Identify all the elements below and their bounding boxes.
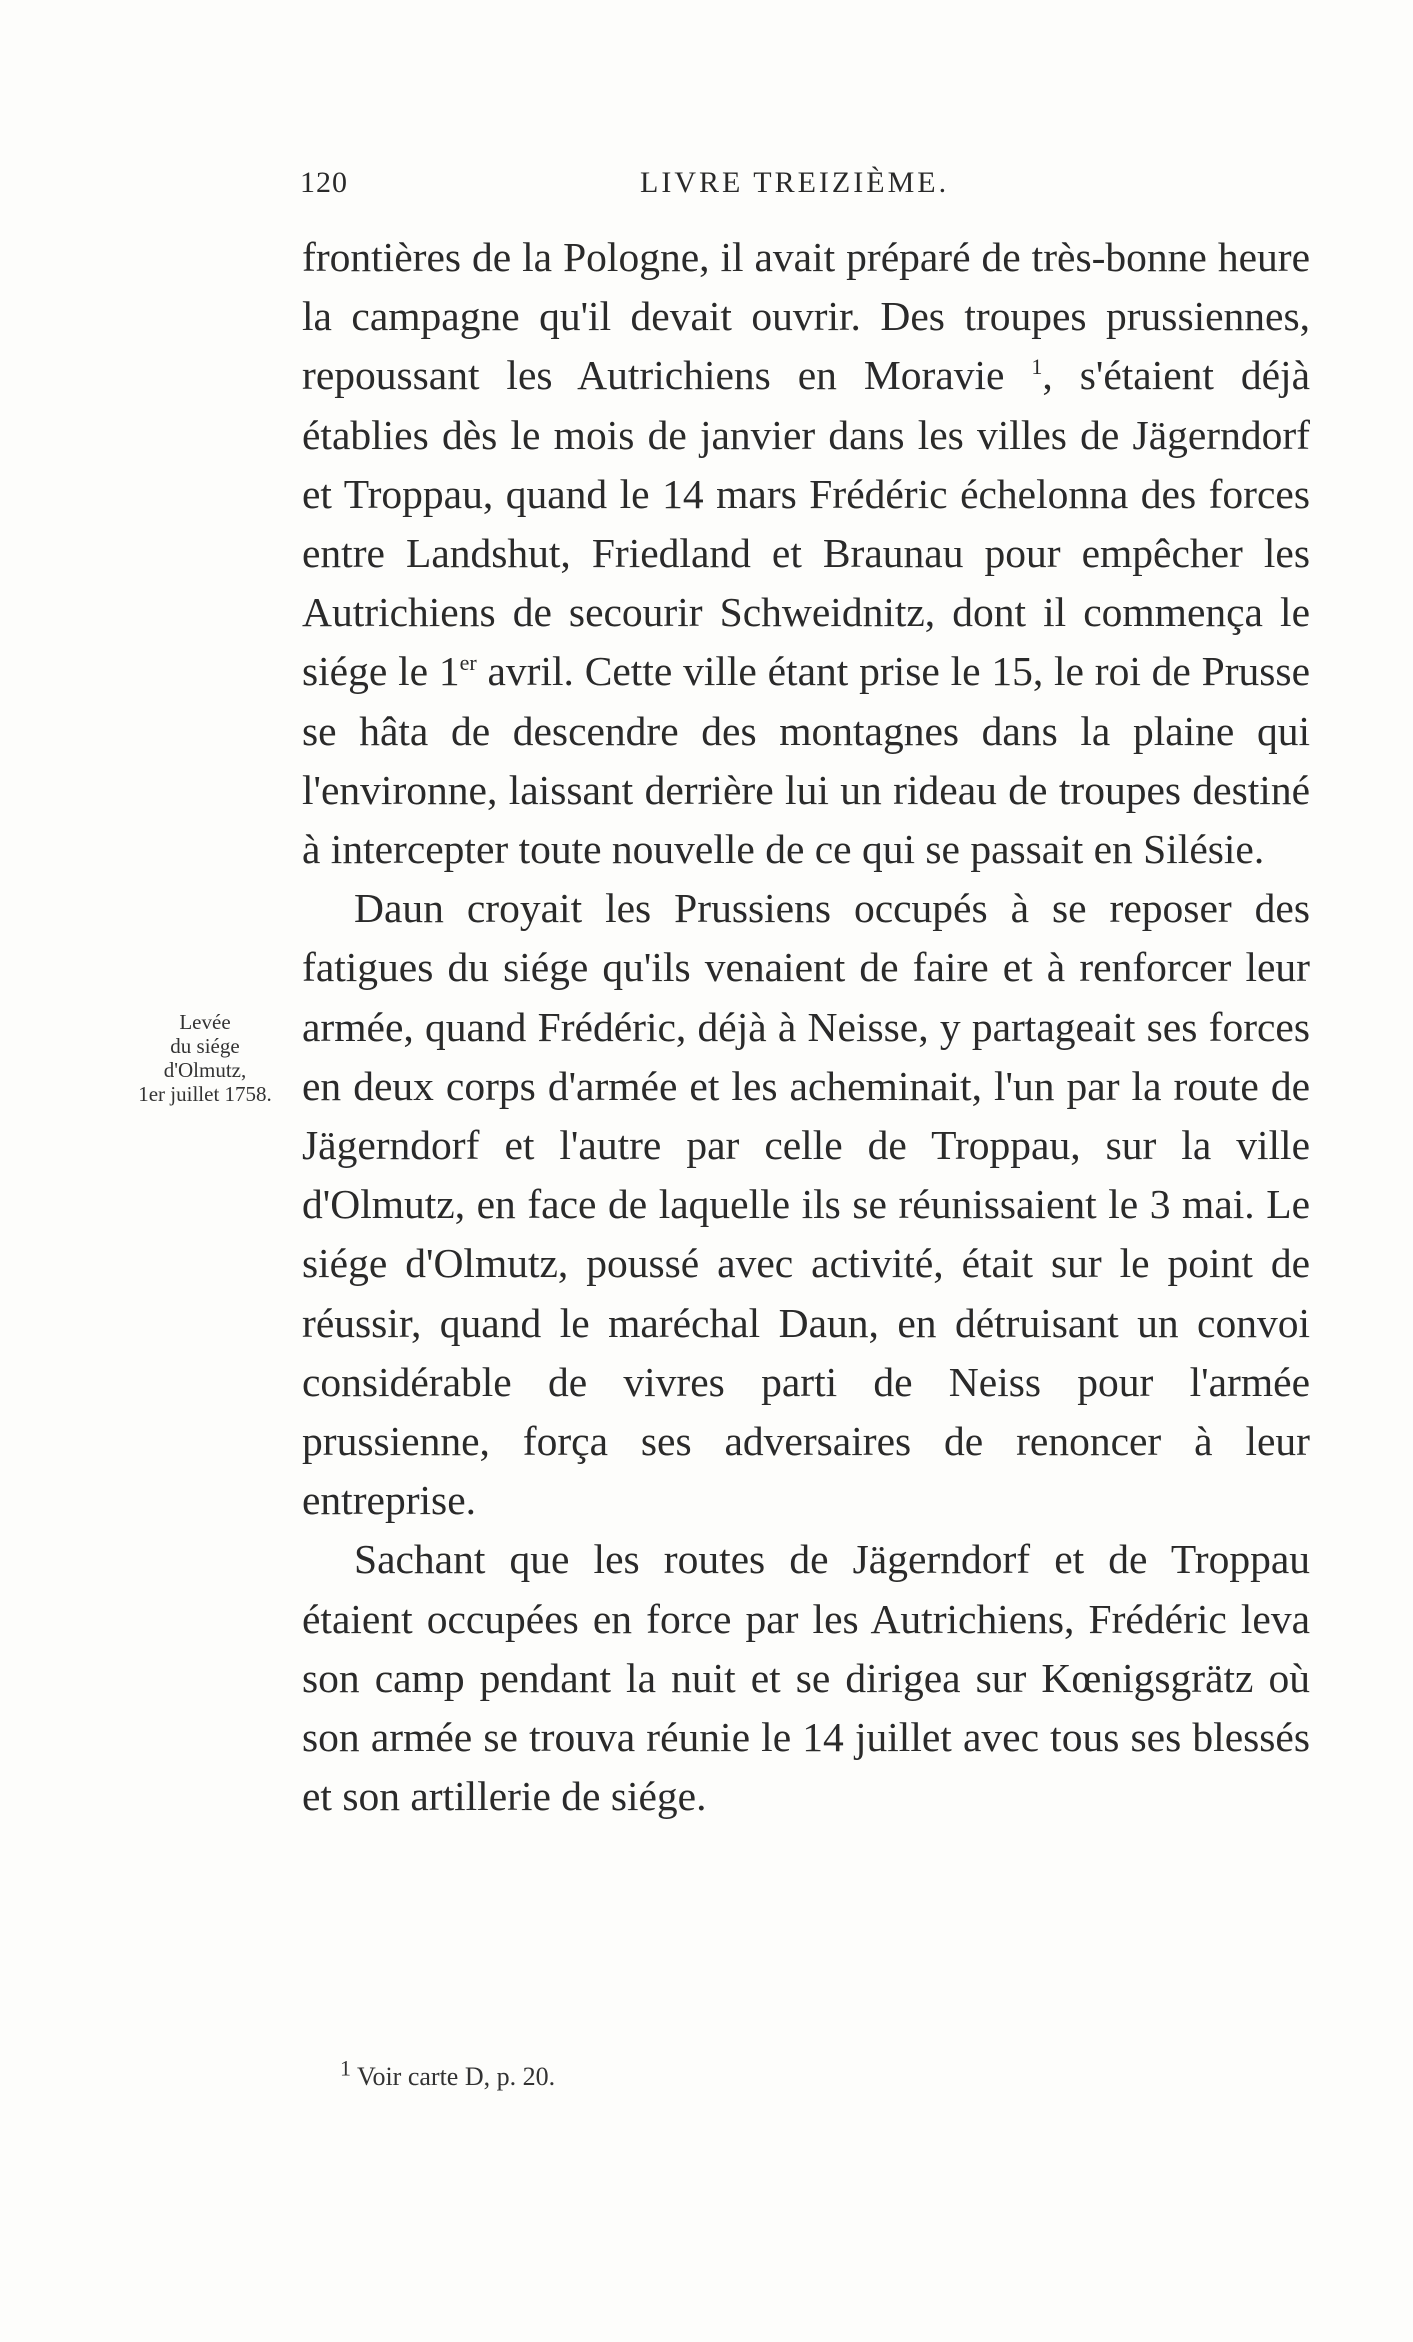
paragraph-1 xyxy=(302,228,1310,879)
margin-note-line: d'Olmutz, xyxy=(163,1058,247,1082)
body-text xyxy=(302,228,1310,1826)
margin-note-line: du siége xyxy=(170,1034,240,1058)
footnote-reference: 1 xyxy=(1031,354,1043,380)
footnote-marker: 1 xyxy=(340,2055,351,2081)
paragraph-2: Daun croyait les Prussiens occupés à se reposer des fatigues du siége qu'ils venaient de faire et à renforcer leur armée, quand Frédéric, déjà à Neisse, y partageait ses forces en deux corps d'armée et les acheminait, l'un par la route de Jägerndorf et l'autre par celle de Troppau, sur la ville d'Olmutz, en face de laquelle ils se réunissaient le 3 mai. Le siége d'Olmutz, poussé avec activité, était sur le point de réussir, quand le maréchal Daun, en détruisant un convoi considérable de vivres parti de Neiss pour l'armée prussienne, força ses adversaires de renoncer à leur entreprise. xyxy=(302,885,1310,1524)
paragraph-1-text-a: frontières de la Pologne, il avait préparé de très-bonne heure la campagne qu'il devait ouvrir. Des troupes prussiennes, repoussant les Autrichiens en Moravie xyxy=(302,234,1310,399)
footnote-text: Voir carte D, p. 20. xyxy=(357,2062,556,2091)
running-head: LIVRE TREIZIÈME. xyxy=(640,166,950,199)
footnote xyxy=(340,2055,556,2092)
paragraph-1-text-c: avril. Cette ville étant prise le 15, le roi de Prusse se hâta de descendre des montagnes dans la plaine qui l'environne, laissant derrière lui un rideau de troupes destiné à intercepter toute nouvelle de ce qui se passait en Silésie. xyxy=(302,648,1310,873)
margin-note-line: Levée xyxy=(179,1010,231,1034)
paragraph-1-text-b: , s'étaient déjà établies dès le mois de janvier dans les villes de Jägerndorf et Troppau, quand le 14 mars Frédéric échelonna des forces entre Landshut, Friedland et Braunau pour empêcher les Autrichiens de secourir Schweidnitz, dont il commença le siége le 1 xyxy=(302,352,1310,695)
margin-note-line: 1er juillet 1758. xyxy=(138,1082,272,1106)
paragraph-3: Sachant que les routes de Jägerndorf et de Troppau étaient occupées en force par les Autrichiens, Frédéric leva son camp pendant la nuit et se dirigea sur Kœnigsgrätz où son armée se trouva réunie le 14 juillet avec tous ses blessés et son artillerie de siége. xyxy=(302,1536,1310,1820)
page-number: 120 xyxy=(300,166,348,199)
ordinal-superscript: er xyxy=(459,650,477,676)
margin-note xyxy=(130,1010,280,1106)
page-header xyxy=(300,166,1310,206)
